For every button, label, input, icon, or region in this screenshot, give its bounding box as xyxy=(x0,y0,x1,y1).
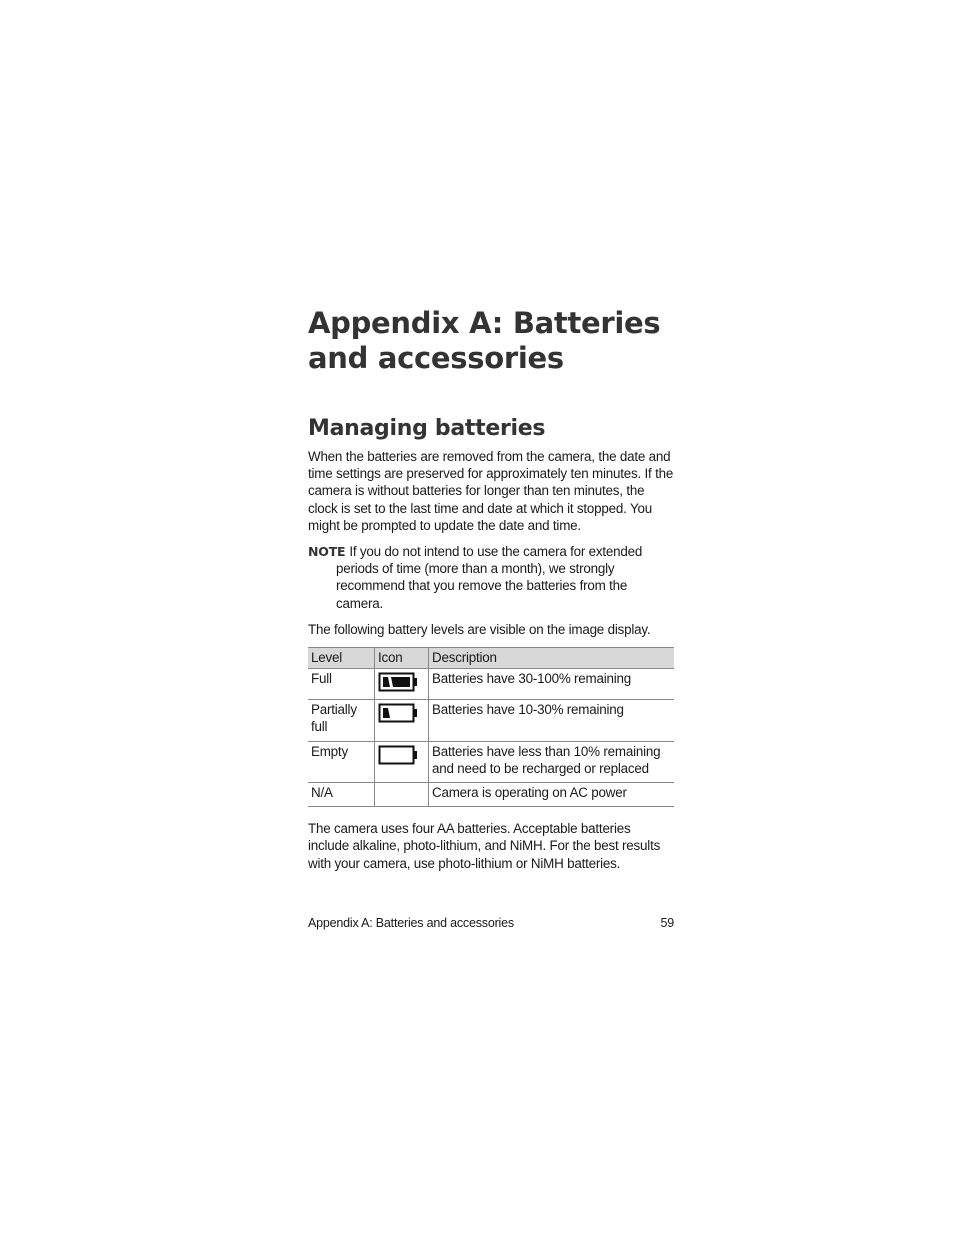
icon-cell xyxy=(375,669,429,700)
icon-cell-empty xyxy=(375,783,429,807)
header-icon: Icon xyxy=(375,648,429,669)
description-cell: Batteries have less than 10% remaining and need to be recharged or replaced xyxy=(429,742,675,783)
level-cell: Partially full xyxy=(308,700,375,742)
footer-title: Appendix A: Batteries and accessories xyxy=(308,916,514,930)
page-footer xyxy=(308,915,674,931)
level-cell: Empty xyxy=(308,742,375,783)
table-row xyxy=(308,700,674,742)
chapter-title xyxy=(308,306,674,376)
description-cell: Batteries have 10-30% remaining xyxy=(429,700,675,742)
note-label: NOTE xyxy=(308,544,346,560)
table-row xyxy=(308,669,674,700)
header-description: Description xyxy=(429,648,675,669)
table-row xyxy=(308,742,674,783)
chapter-title-line2: and accessories xyxy=(308,341,564,375)
note-block xyxy=(308,543,674,612)
battery-levels-table xyxy=(308,647,674,807)
page-content xyxy=(308,306,674,872)
table-intro: The following battery levels are visible on the image display. xyxy=(308,621,651,637)
description-cell: Batteries have 30-100% remaining xyxy=(429,669,675,700)
header-level: Level xyxy=(308,648,375,669)
battery-partial-icon xyxy=(378,703,418,723)
table-row xyxy=(308,783,674,807)
note-text: If you do not intend to use the camera for extended periods of time (more than a month), we strongly recommend that you remove the batteries from the camera. xyxy=(336,544,643,611)
intro-paragraph: When the batteries are removed from the camera, the date and time settings are preserved for approximately ten minutes. If the camera is without batteries for longer than ten minutes, the clock is set to the last time and date at which it stopped. You might be prompted to update the date and time. xyxy=(308,449,674,533)
chapter-title-line1: Appendix A: Batteries xyxy=(308,306,661,340)
level-cell: N/A xyxy=(308,783,375,807)
closing-paragraph: The camera uses four AA batteries. Acceptable batteries include alkaline, photo-lithium, and NiMH. For the best results with your camera, use photo-lithium or NiMH batteries. xyxy=(308,821,661,871)
battery-empty-icon xyxy=(378,745,418,765)
section-title: Managing batteries xyxy=(308,416,546,441)
table-header-row xyxy=(308,648,674,669)
icon-cell xyxy=(375,700,429,742)
page-number: 59 xyxy=(660,916,674,930)
level-cell: Full xyxy=(308,669,375,700)
description-cell: Camera is operating on AC power xyxy=(429,783,675,807)
battery-full-icon xyxy=(378,672,418,692)
icon-cell xyxy=(375,742,429,783)
